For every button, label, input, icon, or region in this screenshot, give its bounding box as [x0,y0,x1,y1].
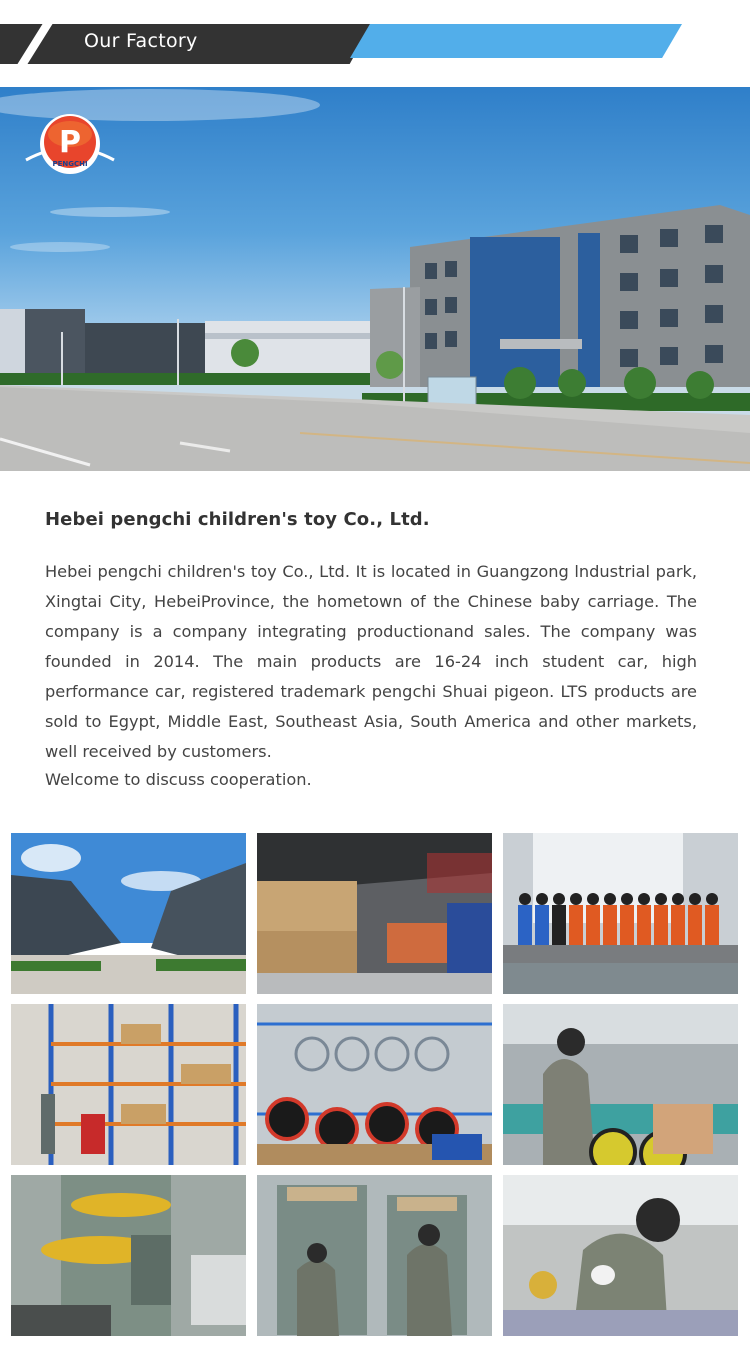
gallery-photo-staff-team [503,833,738,994]
company-description: Hebei pengchi children's toy Co., Ltd. It is located in Guangzong lndustrial park, Xingtai City, HebeiProvince, the hometown of the Chinese baby carriage. The company is a company integrating productionand sales. The company was founded in 2014. The main products are 16-24 inch student car, high performance car, registered trademark pengchi Shuai pigeon. LTS products are sold to Egypt, Middle East, Southeast Asia, South America and other markets, well received by customers. [45,562,697,761]
pengchi-logo [22,110,118,180]
section-header-banner [0,24,750,64]
gallery-photo-machine-operators [257,1175,492,1336]
section-title: Our Factory [84,30,198,52]
gallery-photo-warehouse-boxes [257,833,492,994]
logo-text: PENGCHI [52,160,88,168]
gallery-photo-press-machine [11,1175,246,1336]
gallery-photo-worker-closeup [503,1175,738,1336]
logo-letter: P [59,125,81,160]
welcome-text: Welcome to discuss cooperation. [45,770,312,789]
gallery-photo-storage-racks [11,1004,246,1165]
gallery-photo-wheel-line [257,1004,492,1165]
gallery-photo-assembly-worker [503,1004,738,1165]
gallery-photo-warehouse-exterior [11,833,246,994]
banner-accent-band [350,24,682,58]
company-name-heading: Hebei pengchi children's toy Co., Ltd. [45,509,430,530]
